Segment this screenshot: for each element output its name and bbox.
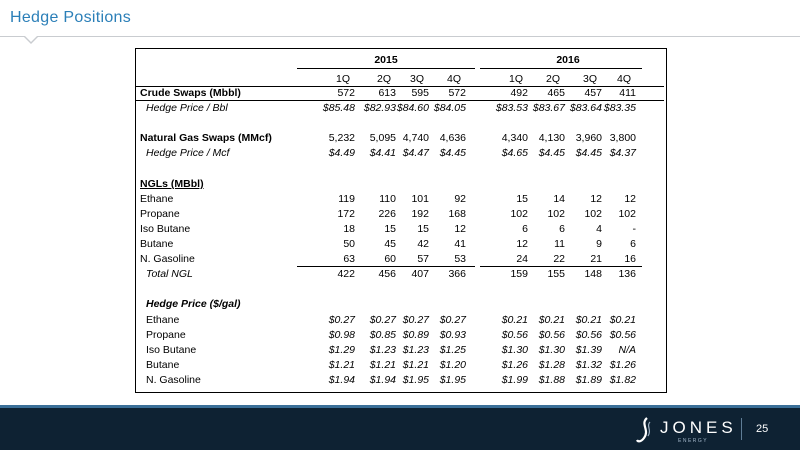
table-cell: 12 — [624, 192, 636, 205]
table-cell: $1.23 — [402, 343, 429, 356]
quarter-header: 2Q — [545, 73, 560, 85]
table-cell: 4,130 — [538, 132, 565, 145]
table-cell: 456 — [378, 268, 396, 281]
table-cell: N/A — [618, 343, 636, 356]
page-title: Hedge Positions — [10, 9, 132, 26]
table-cell: 11 — [554, 238, 565, 250]
table-cell: 6 — [559, 222, 565, 235]
subtotal-underline — [480, 266, 642, 267]
table-cell: $1.94 — [328, 373, 355, 386]
table-cell: 12 — [516, 238, 528, 250]
table-cell: 102 — [618, 207, 636, 220]
table-cell: $1.23 — [369, 343, 396, 356]
quarter-header: 4Q — [446, 73, 461, 85]
quarter-header: 3Q — [582, 73, 597, 85]
table-cell: $0.21 — [575, 313, 602, 326]
table-cell: $1.26 — [501, 358, 528, 371]
year-underline — [297, 68, 475, 69]
row-label: Butane — [146, 358, 180, 371]
table-cell: $1.28 — [538, 358, 565, 371]
quarter-header: 2Q — [376, 73, 391, 85]
table-cell: 192 — [411, 207, 429, 220]
row-label: Crude Swaps (Mbbl) — [140, 87, 241, 99]
table-cell: $1.26 — [609, 358, 636, 371]
table-cell: - — [632, 222, 636, 235]
table-cell: 155 — [547, 268, 565, 281]
table-cell: $0.21 — [538, 313, 565, 326]
table-cell: $1.20 — [439, 358, 466, 371]
table-cell: 92 — [454, 192, 466, 205]
table-cell: $84.05 — [433, 102, 466, 115]
table-cell: 22 — [553, 253, 565, 266]
table-cell: $83.67 — [532, 102, 565, 115]
quarter-header: 3Q — [409, 73, 424, 85]
row-label: N. Gasoline — [140, 253, 195, 266]
table-cell: 14 — [553, 192, 565, 205]
table-cell: $0.21 — [609, 313, 636, 326]
table-cell: 422 — [337, 268, 355, 281]
row-label: Propane — [140, 207, 180, 220]
logo-subtext: ENERGY — [678, 438, 709, 444]
table-cell: 465 — [547, 87, 565, 99]
table-cell: 21 — [590, 253, 602, 266]
table-cell: $1.99 — [501, 373, 528, 386]
table-cell: 41 — [454, 238, 466, 250]
table-cell: 411 — [619, 87, 636, 99]
table-cell: $0.98 — [328, 328, 355, 341]
table-cell: 172 — [337, 207, 355, 220]
table-cell: 136 — [618, 268, 636, 281]
row-label: N. Gasoline — [146, 373, 201, 386]
subtotal-underline — [297, 266, 475, 267]
table-cell: $1.21 — [328, 358, 355, 371]
quarter-header: 1Q — [335, 73, 350, 85]
table-cell: 53 — [454, 253, 466, 266]
table-cell: $85.48 — [322, 102, 355, 115]
table-cell: $4.49 — [328, 147, 355, 160]
table-cell: $1.29 — [328, 343, 355, 356]
year-header: 2015 — [374, 54, 398, 66]
table-cell: 4,636 — [439, 132, 466, 145]
table-cell: 102 — [510, 207, 528, 220]
table-cell: 110 — [379, 192, 396, 205]
row-label: NGLs (MBbl) — [140, 177, 204, 190]
row-label: Hedge Price / Bbl — [146, 102, 228, 115]
table-cell: $1.88 — [538, 373, 565, 386]
row-label: Butane — [140, 238, 174, 250]
table-cell: 57 — [417, 253, 429, 266]
table-cell: 9 — [596, 238, 602, 250]
table-cell: $83.53 — [495, 102, 528, 115]
jones-logo-icon — [636, 416, 654, 446]
table-cell: $4.45 — [439, 147, 466, 160]
table-cell: $1.82 — [609, 373, 636, 386]
divider-notch — [24, 37, 38, 44]
table-cell: 226 — [378, 207, 396, 220]
table-cell: 148 — [584, 268, 602, 281]
table-cell: $83.64 — [569, 102, 602, 115]
table-cell: $1.95 — [439, 373, 466, 386]
table-cell: $0.89 — [402, 328, 429, 341]
table-cell: $0.27 — [328, 313, 355, 326]
row-label: Iso Butane — [146, 343, 197, 356]
table-cell: $0.21 — [501, 313, 528, 326]
table-cell: $1.32 — [575, 358, 602, 371]
table-cell: $1.39 — [575, 343, 602, 356]
table-cell: $1.30 — [538, 343, 565, 356]
table-cell: $1.89 — [575, 373, 602, 386]
table-cell: $4.37 — [609, 147, 636, 160]
table-cell: 15 — [417, 222, 429, 235]
table-cell: 42 — [417, 238, 429, 250]
table-cell: $0.56 — [609, 328, 636, 341]
table-cell: 60 — [384, 253, 396, 266]
table-cell: $82.93 — [363, 102, 396, 115]
table-cell: 12 — [454, 222, 466, 235]
row-label: Propane — [146, 328, 186, 341]
table-cell: 3,960 — [575, 132, 602, 145]
table-cell: 6 — [522, 222, 528, 235]
year-header: 2016 — [556, 54, 580, 66]
table-cell: $1.21 — [402, 358, 429, 371]
row-label: Total NGL — [146, 268, 193, 281]
table-cell: 4,740 — [402, 132, 429, 145]
table-cell: $4.45 — [538, 147, 565, 160]
table-cell: 50 — [343, 238, 355, 250]
row-label: Ethane — [140, 192, 174, 205]
table-cell: $0.56 — [575, 328, 602, 341]
row-divider — [136, 100, 664, 101]
table-cell: 3,800 — [609, 132, 636, 145]
table-cell: $0.93 — [439, 328, 466, 341]
row-label: Natural Gas Swaps (MMcf) — [140, 132, 272, 145]
table-cell: 613 — [378, 87, 396, 99]
footer-separator — [741, 418, 742, 440]
table-cell: 5,095 — [369, 132, 396, 145]
table-cell: $0.27 — [439, 313, 466, 326]
table-cell: 492 — [510, 87, 528, 99]
table-cell: 6 — [630, 238, 636, 250]
table-cell: 159 — [510, 268, 528, 281]
table-cell: $0.85 — [369, 328, 396, 341]
table-cell: $0.27 — [402, 313, 429, 326]
table-cell: $1.25 — [439, 343, 466, 356]
table-cell: 102 — [547, 207, 565, 220]
page-number: 25 — [756, 423, 769, 435]
table-cell: 45 — [384, 238, 396, 250]
row-label: Hedge Price / Mcf — [146, 147, 230, 160]
table-cell: $4.41 — [369, 147, 396, 160]
table-cell: 24 — [516, 253, 528, 266]
table-cell: 63 — [343, 253, 355, 266]
table-cell: 18 — [343, 222, 355, 235]
quarter-header: 4Q — [616, 73, 631, 85]
table-cell: $0.56 — [538, 328, 565, 341]
table-cell: $4.47 — [402, 147, 429, 160]
table-cell: $4.65 — [501, 147, 528, 160]
table-cell: $0.27 — [369, 313, 396, 326]
table-cell: 407 — [411, 268, 429, 281]
row-label: Ethane — [146, 313, 180, 326]
table-cell: 12 — [590, 192, 602, 205]
table-cell: $84.60 — [396, 102, 429, 115]
table-cell: 119 — [338, 192, 355, 205]
table-cell: $83.35 — [603, 102, 636, 115]
table-cell: 168 — [448, 207, 466, 220]
table-cell: 15 — [516, 192, 528, 205]
table-cell: $4.45 — [575, 147, 602, 160]
table-cell: 101 — [411, 192, 429, 205]
row-label: Hedge Price ($/gal) — [146, 298, 241, 311]
quarter-header: 1Q — [508, 73, 523, 85]
logo-text: JONES — [660, 418, 737, 437]
table-cell: 572 — [337, 87, 355, 99]
table-cell: $1.95 — [402, 373, 429, 386]
title-divider — [0, 36, 800, 37]
table-cell: $1.21 — [369, 358, 396, 371]
table-cell: $1.94 — [369, 373, 396, 386]
table-cell: 366 — [448, 268, 466, 281]
row-label: Iso Butane — [140, 222, 191, 235]
table-cell: 4,340 — [501, 132, 528, 145]
table-cell: 5,232 — [328, 132, 355, 145]
table-cell: 16 — [624, 253, 636, 266]
table-cell: $1.30 — [501, 343, 528, 356]
table-cell: $0.56 — [501, 328, 528, 341]
table-cell: 4 — [596, 222, 602, 235]
table-cell: 102 — [584, 207, 602, 220]
table-cell: 15 — [384, 222, 396, 235]
table-cell: 572 — [448, 87, 466, 99]
year-underline — [480, 68, 642, 69]
table-cell: 457 — [584, 87, 602, 99]
table-cell: 595 — [411, 87, 429, 99]
